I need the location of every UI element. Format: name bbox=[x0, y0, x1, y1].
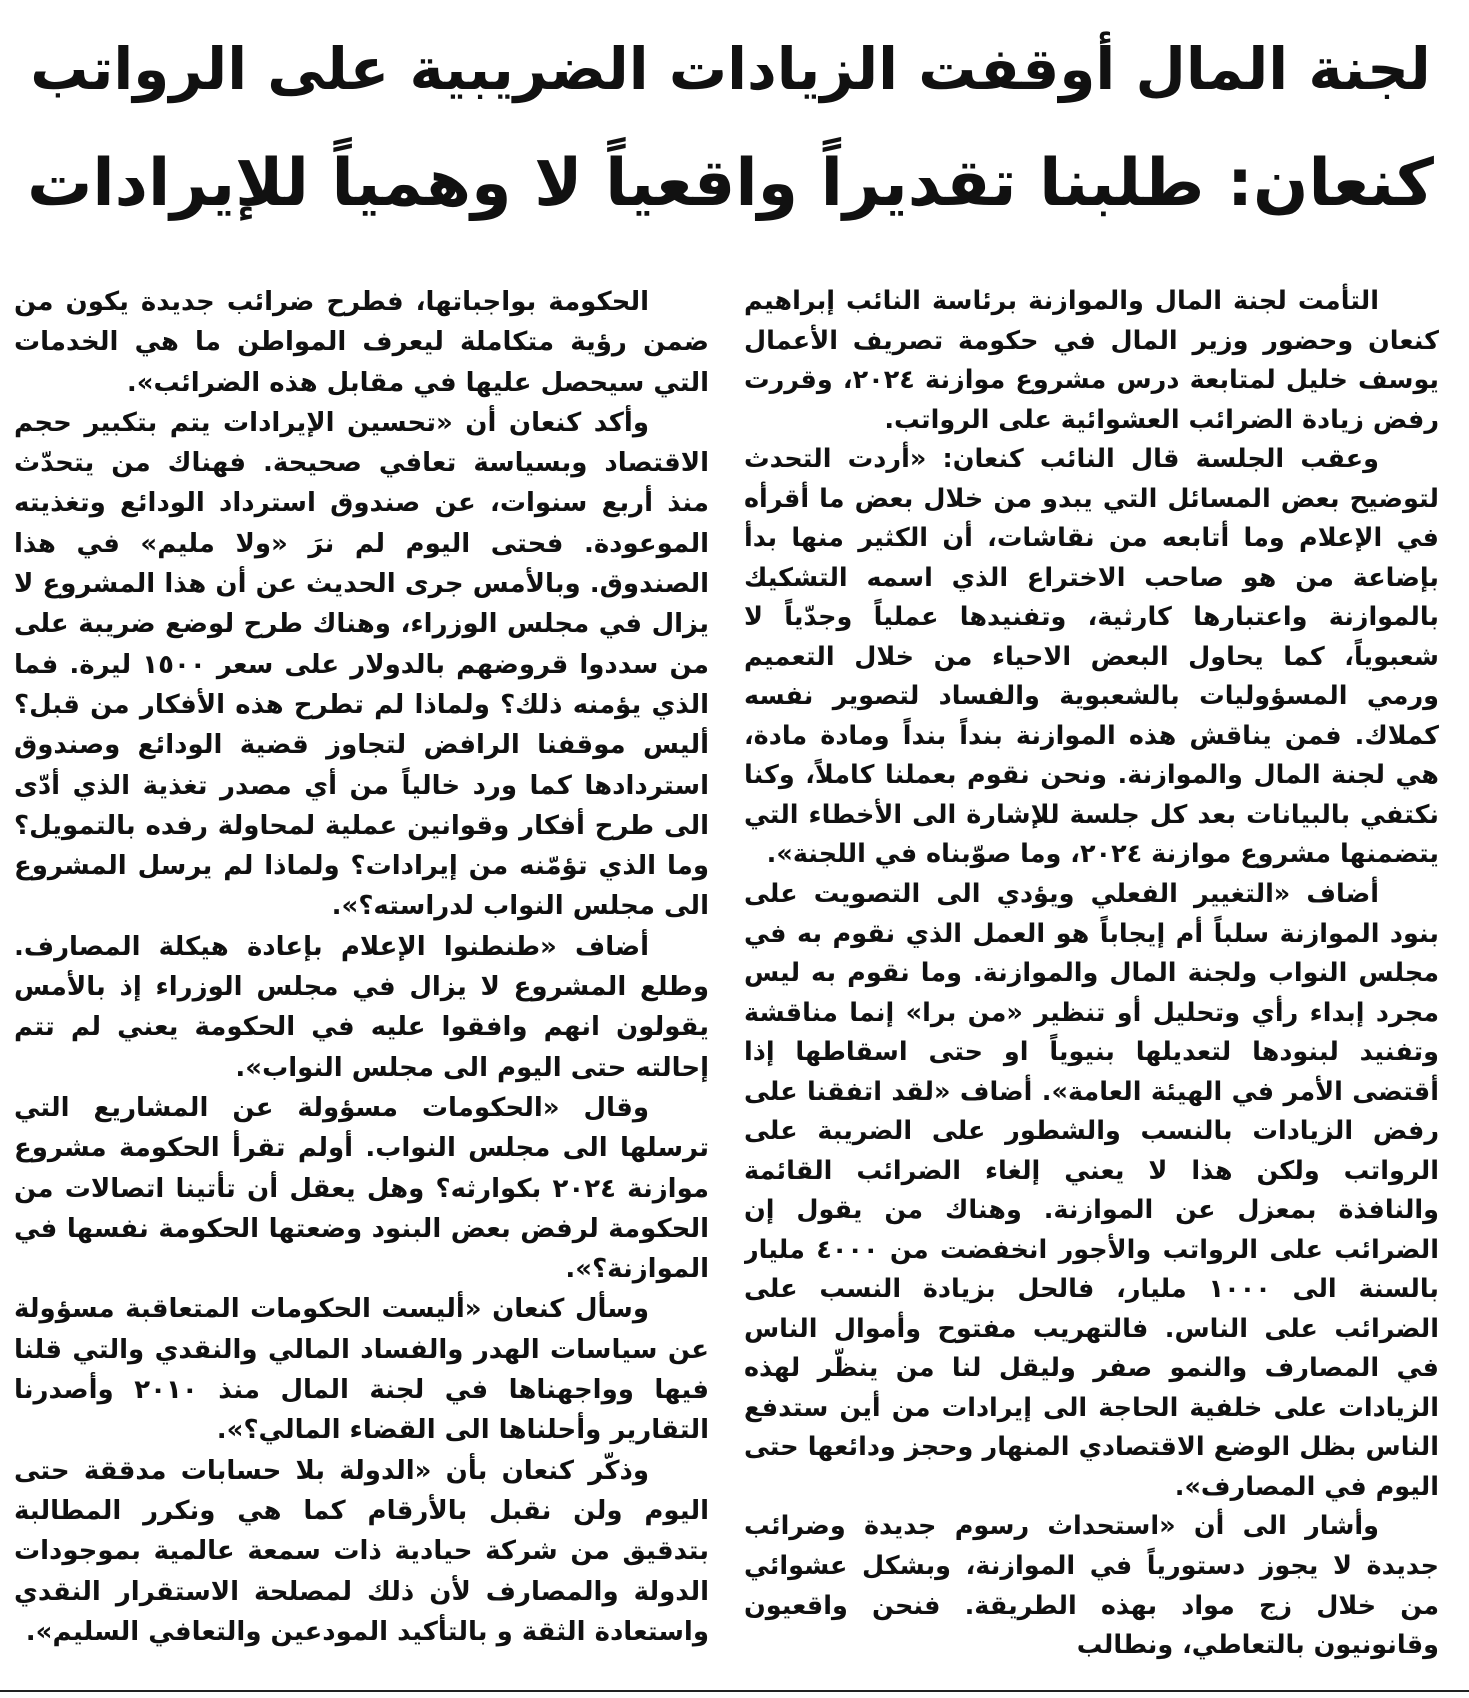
right-column bbox=[744, 282, 1439, 1672]
paragraph: أضاف «طنطنوا الإعلام بإعادة هيكلة المصارف. وطلع المشروع لا يزال في مجلس الوزراء إذ بالأمس يقولون انهم وافقوا عليه في الحكومة يعني لم تتم إحالته حتى اليوم الى مجلس النواب». bbox=[14, 931, 709, 1083]
paragraph: الحكومة بواجباتها، فطرح ضرائب جديدة يكون من ضمن رؤية متكاملة ليعرف المواطن ما هي الخدمات التي سيحصل عليها في مقابل هذه الضرائب». bbox=[14, 287, 709, 398]
article-body bbox=[14, 282, 1439, 1672]
bottom-divider bbox=[0, 1690, 1469, 1692]
paragraph: وأكد كنعان أن «تحسين الإيرادات يتم بتكبير حجم الاقتصاد وبسياسة تعافي صحيحة. فهناك من يتحدّث منذ أربع سنوات، عن صندوق استرداد الودائع وتغذيته الموعودة. فحتى اليوم لم نرَ «ولا مليم» في هذا الصندوق. وبالأمس جرى الحديث عن أن هذا المشروع لا يزال في مجلس الوزراء، وهناك طرح لوضع ضريبة على من سددوا قروضهم بالدولار على سعر ١٥٠٠ ليرة. فما الذي يؤمنه ذلك؟ ولماذا لم تطرح هذه الأفكار من قبل؟ أليس موقفنا الرافض لتجاوز قضية الودائع وصندوق استردادها كما ورد خالياً من أي مصدر تغذية الذي أدّى الى طرح أفكار وقوانين عملية لمحاولة رفده بالتمويل؟ وما الذي تؤمّنه من إيرادات؟ ولماذا لم يرسل المشروع الى مجلس النواب لدراسته؟». bbox=[14, 407, 709, 922]
paragraph: التأمت لجنة المال والموازنة برئاسة النائب إبراهيم كنعان وحضور وزير المال في حكومة تصريف الأعمال يوسف خليل لمتابعة درس مشروع موازنة ٢٠٢٤، وقررت رفض زيادة الضرائب العشوائية على الرواتب. bbox=[744, 286, 1439, 435]
paragraph: وذكّر كنعان بأن «الدولة بلا حسابات مدققة حتى اليوم ولن نقبل بالأرقام كما هي ونكرر المطالبة بتدقيق من شركة حيادية ذات سمعة عالمية بموجودات الدولة والمصارف لأن ذلك لمصلحة الاستقرار النقدي واستعادة الثقة و بالتأكيد المودعين والتعافي السليم». bbox=[14, 1455, 709, 1647]
article-kicker: لجنة المال أوقفت الزيادات الضريبية على الرواتب bbox=[30, 35, 1431, 103]
left-column bbox=[14, 282, 709, 1672]
paragraph: أضاف «التغيير الفعلي ويؤدي الى التصويت على بنود الموازنة سلباً أم إيجاباً هو العمل الذي نقوم به في مجلس النواب ولجنة المال والموازنة. وما نقوم به ليس مجرد إبداء رأي وتحليل أو تنظير «من برا» إنما مناقشة وتفنيد لبنودها لتعديلها بنيوياً او حتى اسقاطها إذا أقتضى الأمر في الهيئة العامة». أضاف «لقد اتفقنا على رفض الزيادات بالنسب والشطور على الضريبة على الرواتب ولكن هذا لا يعني إلغاء الضرائب القائمة والنافذة بمعزل عن الموازنة. وهناك من يقول إن الضرائب على الرواتب والأجور انخفضت من ٤٠٠٠ مليار بالسنة الى ١٠٠٠ مليار، فالحل بزيادة النسب على الضرائب على الناس. فالتهريب مفتوح وأموال الناس في المصارف والنمو صفر وليقل لنا من ينظّر لهذه الزيادات على خلفية الحاجة الى إيرادات من أين ستدفع الناس بظل الوضع الاقتصادي المنهار وحجز ودائعها حتى اليوم في المصارف». bbox=[744, 878, 1439, 1502]
paragraph: وأشار الى أن «استحداث رسوم جديدة وضرائب جديدة لا يجوز دستورياً في الموازنة، وبشكل عشوائي من خلال زج مواد بهذه الطريقة. فنحن واقعيون وقانونيون بالتعاطي، ونطالب bbox=[744, 1511, 1439, 1661]
article-headline: كنعان: طلبنا تقديراً واقعياً لا وهمياً للإيرادات bbox=[27, 146, 1434, 221]
paragraph: وقال «الحكومات مسؤولة عن المشاريع التي ترسلها الى مجلس النواب. أولم تقرأ الحكومة مشروع موازنة ٢٠٢٤ بكوارثه؟ وهل يعقل أن تأتينا اتصالات من الحكومة لرفض بعض البنود وضعتها الحكومة نفسها في الموازنة؟». bbox=[14, 1092, 709, 1285]
paragraph: وعقب الجلسة قال النائب كنعان: «أردت التحدث لتوضيح بعض المسائل التي يبدو من خلال بعض ما أقرأه في الإعلام وما أتابعه من نقاشات، أن الكثير منها بدأ بإضاعة من هو صاحب الاختراع الذي اسمه التشكيك بالموازنة واعتبارها كارثية، وتفنيدها عملياً وجدّياً لا شعبوياً، كما يحاول البعض الاحياء من خلال التعميم ورمي المسؤوليات بالشعبوية والفساد لتصوير نفسه كملاك. فمن يناقش هذه الموازنة بنداً بنداً ومادة مادة، هي لجنة المال والموازنة. ونحن نقوم بعملنا كاملاً، وكنا نكتفي بالبيانات بعد كل جلسة للإشارة الى الأخطاء التي يتضمنها مشروع موازنة ٢٠٢٤، وما صوّبناه في اللجنة». bbox=[744, 444, 1439, 870]
paragraph: وسأل كنعان «أليست الحكومات المتعاقبة مسؤولة عن سياسات الهدر والفساد المالي والنقدي والتي قلنا فيها وواجهناها في لجنة المال منذ ٢٠١٠ وأصدرنا التقارير وأحلناها الى القضاء المالي؟». bbox=[14, 1294, 709, 1446]
